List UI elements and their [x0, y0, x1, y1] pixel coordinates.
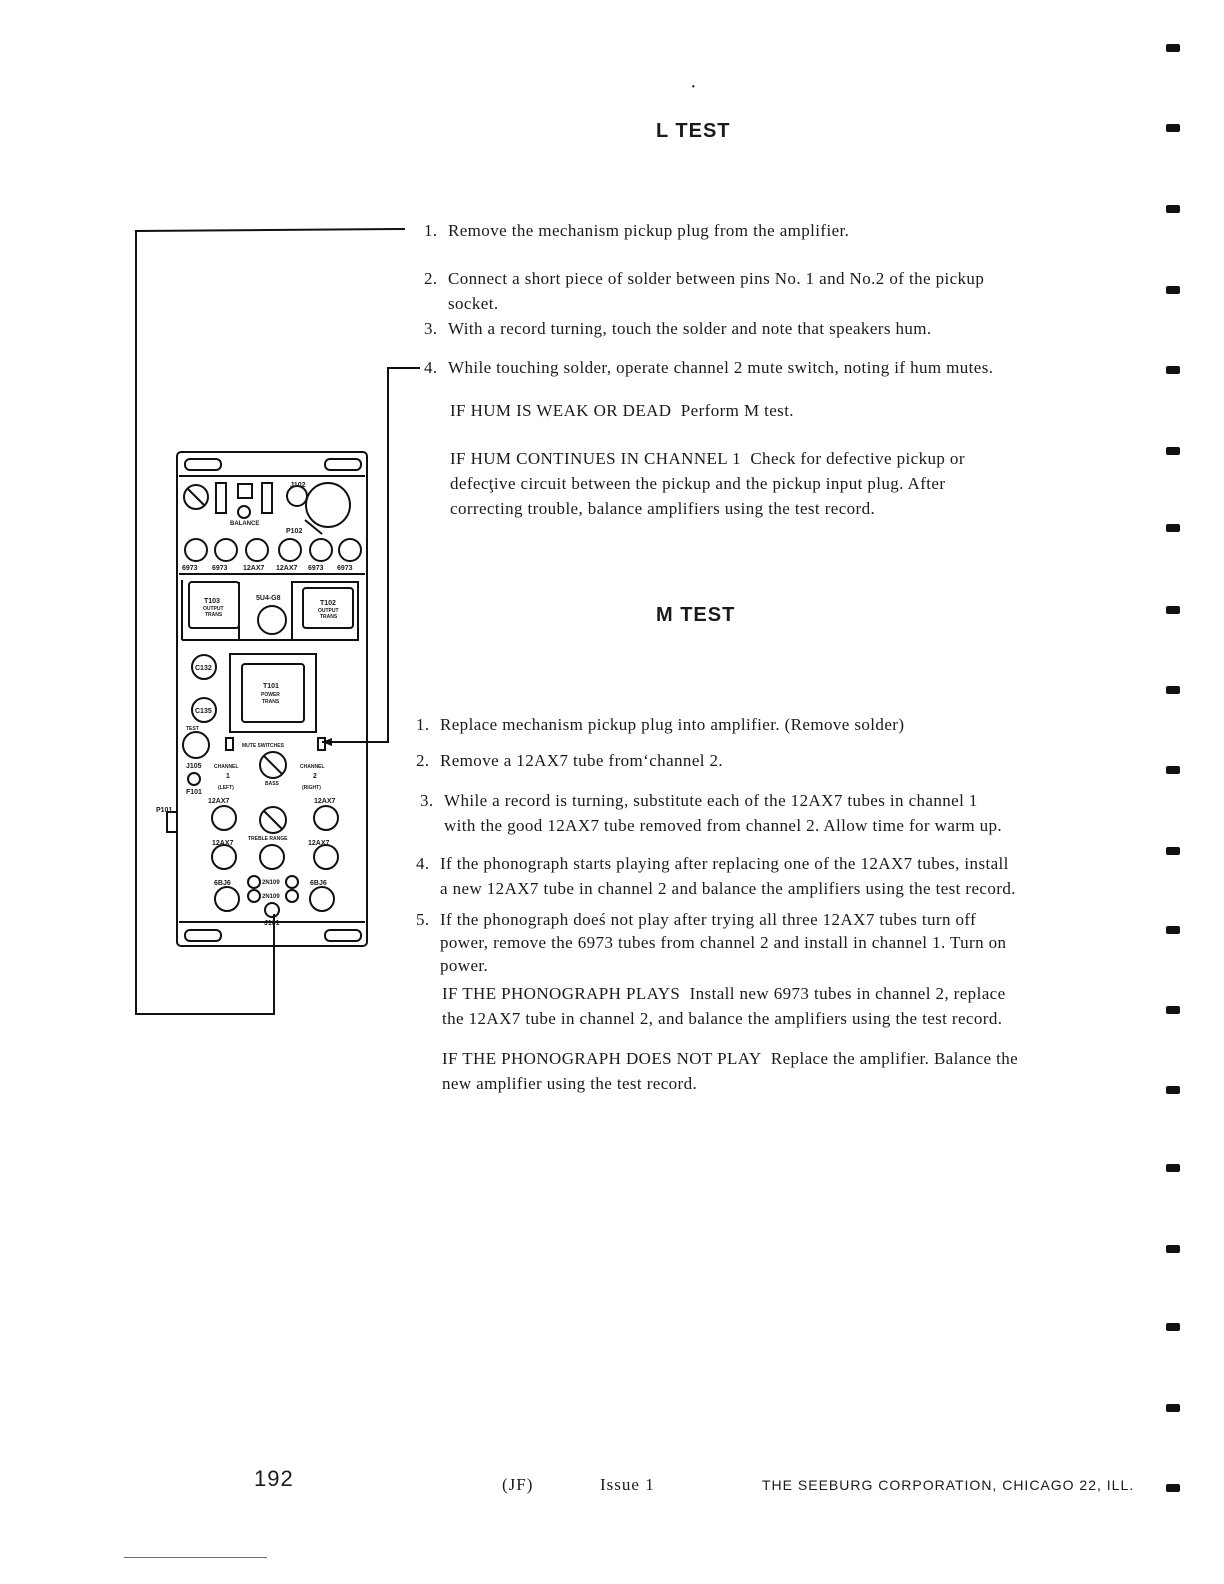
step-number: 1. — [424, 221, 438, 240]
j102-socket-icon — [287, 486, 307, 506]
edge-tab-mark — [1166, 1323, 1180, 1331]
step-number: 4. — [416, 854, 430, 873]
step-text: Replace mechanism pickup plug into amplifier. (Remove solder) — [440, 715, 905, 734]
j101-socket-icon — [265, 903, 279, 917]
note-lead: IF HUM CONTINUES IN CHANNEL 1 — [450, 449, 741, 468]
label-t101: T101 — [263, 683, 279, 690]
label-j102: J102 — [290, 482, 306, 489]
label-tube-1: 6973 — [182, 565, 198, 572]
note-lead: IF THE PHONOGRAPH PLAYS — [442, 984, 681, 1003]
label-t102-sub: OUTPUT — [318, 608, 339, 614]
label-ch1-side: (LEFT) — [218, 785, 234, 791]
label-t102-sub2: TRANS — [320, 614, 338, 620]
label-ch2-num: 2 — [313, 773, 317, 780]
label-t101-sub: POWER — [261, 692, 280, 698]
pickup-cable-icon — [306, 483, 350, 527]
control-knob-icon — [238, 506, 250, 518]
note-line-2: the 12AX7 tube in channel 2, and balance the amplifiers using the test record. — [442, 1009, 1003, 1028]
label-6bj6-a: 6BJ6 — [214, 880, 231, 887]
step-text-continued-2: power. — [440, 956, 489, 975]
note-text: Check for defective pickup or — [750, 449, 965, 468]
test-socket-icon — [183, 732, 209, 758]
label-t102: T102 — [320, 600, 336, 607]
edge-tab-mark — [1166, 766, 1180, 774]
label-t103-sub: OUTPUT — [203, 606, 224, 612]
step-number: 3. — [424, 319, 438, 338]
label-ch1-num: 1 — [226, 773, 230, 780]
label-ch2: CHANNEL — [300, 764, 325, 770]
output-transformer-icon — [189, 582, 239, 628]
edge-tab-mark — [1166, 1164, 1180, 1172]
note-text: Replace the amplifier. Balance the — [770, 1049, 1019, 1068]
label-2n109-b: 2N109 — [262, 894, 280, 900]
step-text-continued: a new 12AX7 tube in channel 2 and balance the amplifiers using the test record. — [440, 879, 1016, 898]
switch-icon — [262, 483, 272, 513]
bottom-rule — [124, 1557, 267, 1558]
tube-socket-icon — [314, 806, 338, 830]
step-text: With a record turning, touch the solder and note that speakers hum. — [448, 319, 932, 338]
edge-tab-mark — [1166, 1086, 1180, 1094]
leader-line-step-4 — [322, 368, 420, 742]
label-mute: MUTE SWITCHES — [242, 743, 284, 749]
label-t103: T103 — [204, 598, 220, 605]
mount-slot — [325, 930, 361, 941]
edge-tab-mark — [1166, 1484, 1180, 1492]
label-12ax7-a: 12AX7 — [208, 798, 230, 805]
step-text: While a record is turning, substitute each of the 12AX7 tubes in channel 1 — [444, 791, 978, 810]
edge-tab-mark — [1166, 847, 1180, 855]
step-text: Remove a 12AX7 tube from‘channel 2. — [440, 751, 724, 770]
label-j105: J105 — [186, 763, 202, 770]
edge-tab-mark — [1166, 205, 1180, 213]
label-12ax7-d: 12AX7 — [308, 840, 330, 847]
rectifier-tube-icon — [258, 606, 286, 634]
note-lead: IF THE PHONOGRAPH DOES NOT PLAY — [442, 1049, 762, 1068]
edge-tab-mark — [1166, 44, 1180, 52]
m-test-heading: M TEST — [656, 604, 736, 626]
label-p102: P102 — [286, 528, 303, 535]
tube-socket-icon — [212, 806, 236, 830]
tube-socket-icon — [310, 539, 332, 561]
tube-socket-icon — [215, 887, 239, 911]
label-t101-sub2: TRANS — [262, 699, 280, 705]
step-text-continued: socket. — [448, 294, 499, 313]
step-number: 1. — [416, 715, 430, 734]
step-text: If the phonograph starts playing after replacing one of the 12AX7 tubes, install — [440, 854, 1009, 873]
label-tube-5: 6973 — [308, 565, 324, 572]
label-balance: BALANCE — [230, 521, 260, 527]
label-t103-sub2: TRANS — [205, 612, 223, 618]
tube-socket-icon — [212, 845, 236, 869]
label-ch2-side: (RIGHT) — [302, 785, 321, 791]
step-text-continued: with the good 12AX7 tube removed from channel 2. Allow time for warm up. — [444, 816, 1003, 835]
label-tube-2: 6973 — [212, 565, 228, 572]
edge-tab-mark — [1166, 286, 1180, 294]
page-number: 192 — [254, 1466, 294, 1491]
step-number: 5. — [416, 910, 430, 929]
label-j101: J101 — [264, 920, 280, 927]
label-bass: BASS — [265, 781, 279, 787]
edge-tab-mark — [1166, 926, 1180, 934]
label-tube-4: 12AX7 — [276, 565, 298, 572]
transistor-icon — [248, 876, 260, 888]
edge-tab-mark — [1166, 524, 1180, 532]
l-test-heading: L TEST — [656, 120, 731, 142]
mount-slot — [325, 459, 361, 470]
tube-socket-icon — [314, 845, 338, 869]
mount-slot — [185, 930, 221, 941]
label-12ax7-c: 12AX7 — [212, 840, 234, 847]
socket-icon — [238, 484, 252, 498]
p101-plug-icon — [167, 812, 177, 832]
transistor-icon — [248, 890, 260, 902]
transistor-icon — [286, 876, 298, 888]
step-text-continued: power, remove the 6973 tubes from channel 2 and install in channel 1. Turn on — [440, 933, 1007, 952]
arrow-head — [322, 738, 332, 746]
step-number: 3. — [420, 791, 434, 810]
step-number: 2. — [424, 269, 438, 288]
label-tube-6: 6973 — [337, 565, 353, 572]
transistor-icon — [286, 890, 298, 902]
edge-tab-mark — [1166, 1245, 1180, 1253]
label-treble: TREBLE RANGE — [248, 836, 288, 842]
note-line-3: correcting trouble, balance amplifiers using the test record. — [450, 499, 876, 518]
tube-socket-icon — [185, 539, 207, 561]
edge-tab-mark — [1166, 606, 1180, 614]
label-6bj6-b: 6BJ6 — [310, 880, 327, 887]
step-number: 2. — [416, 751, 430, 770]
label-c135: C135 — [195, 708, 212, 715]
mute-switch-icon — [318, 738, 325, 750]
mount-slot — [185, 459, 221, 470]
tube-socket-icon — [260, 845, 284, 869]
footer-issue: Issue 1 — [600, 1475, 655, 1494]
label-p101: P101 — [156, 807, 173, 814]
fuse-icon — [188, 773, 200, 785]
switch-icon — [216, 483, 226, 513]
edge-tab-mark — [1166, 366, 1180, 374]
label-12ax7-b: 12AX7 — [314, 798, 336, 805]
tube-socket-icon — [339, 539, 361, 561]
step-text: While touching solder, operate channel 2 mute switch, noting if hum mutes. — [448, 358, 994, 377]
note-text: Install new 6973 tubes in channel 2, replace — [689, 984, 1006, 1003]
note-line-2: new amplifier using the test record. — [442, 1074, 698, 1093]
label-c132: C132 — [195, 665, 212, 672]
label-tube-3: 12AX7 — [243, 565, 265, 572]
edge-tab-mark — [1166, 124, 1180, 132]
note-lead: IF HUM IS WEAK OR DEAD — [450, 401, 672, 420]
step-text: Remove the mechanism pickup plug from the amplifier. — [448, 221, 850, 240]
edge-tab-mark — [1166, 447, 1180, 455]
label-5u4: 5U4-G8 — [256, 595, 281, 602]
footer-company: THE SEEBURG CORPORATION, CHICAGO 22, ILL. — [762, 1477, 1135, 1493]
tube-socket-icon — [310, 887, 334, 911]
note-text: Perform M test. — [680, 401, 794, 420]
edge-tab-mark — [1166, 686, 1180, 694]
label-test: TEST — [186, 726, 199, 732]
label-ch1: CHANNEL — [214, 764, 239, 770]
top-mark: · — [690, 76, 697, 98]
note-line-2: defecţive circuit between the pickup and the pickup input plug. After — [450, 474, 946, 493]
footer-code: (JF) — [502, 1475, 534, 1494]
step-number: 4. — [424, 358, 438, 377]
label-f101: F101 — [186, 789, 202, 796]
edge-tab-mark — [1166, 1006, 1180, 1014]
tube-socket-icon — [279, 539, 301, 561]
label-2n109-a: 2N109 — [262, 880, 280, 886]
tube-socket-icon — [246, 539, 268, 561]
step-text: If the phonograph doeś not play after trying all three 12AX7 tubes turn off — [440, 910, 977, 929]
edge-tab-mark — [1166, 1404, 1180, 1412]
mute-switch-icon — [226, 738, 233, 750]
step-text: Connect a short piece of solder between pins No. 1 and No.2 of the pickup — [448, 269, 985, 288]
tube-socket-icon — [215, 539, 237, 561]
